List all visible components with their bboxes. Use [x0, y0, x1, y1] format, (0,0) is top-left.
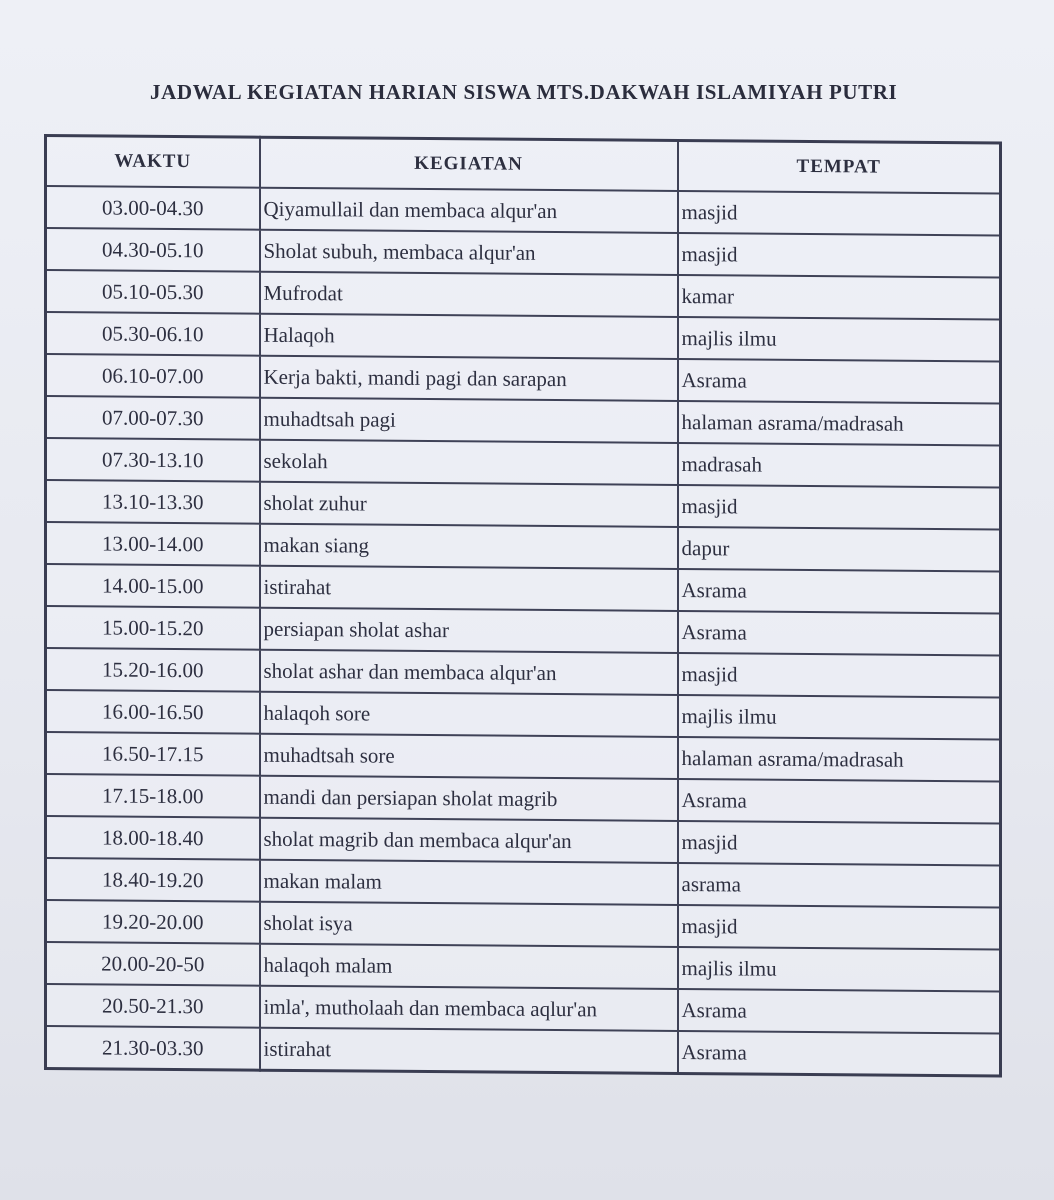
- cell-kegiatan: Kerja bakti, mandi pagi dan sarapan: [260, 356, 678, 401]
- table-row: [46, 858, 1001, 908]
- table-row: [46, 606, 1001, 656]
- table-row: [46, 270, 1001, 320]
- cell-waktu: 20.50-21.30: [46, 984, 260, 1028]
- cell-kegiatan: sholat zuhur: [260, 482, 678, 527]
- cell-tempat: Asrama: [678, 569, 1001, 614]
- cell-kegiatan: persiapan sholat ashar: [260, 608, 678, 653]
- cell-waktu: 16.50-17.15: [46, 732, 260, 776]
- cell-tempat: asrama: [678, 863, 1001, 908]
- cell-waktu: 21.30-03.30: [46, 1026, 260, 1070]
- document-title: JADWAL KEGIATAN HARIAN SISWA MTS.DAKWAH ISLAMIYAH PUTRI: [150, 80, 898, 104]
- cell-kegiatan: istirahat: [260, 566, 678, 611]
- cell-tempat: masjid: [678, 191, 1001, 236]
- table-row: [46, 732, 1001, 782]
- cell-tempat: masjid: [678, 485, 1001, 530]
- schedule-table: [44, 134, 1002, 1078]
- cell-kegiatan: Sholat subuh, membaca alqur'an: [260, 230, 678, 275]
- cell-waktu: 13.10-13.30: [46, 480, 260, 524]
- table-row: [46, 816, 1001, 866]
- cell-tempat: halaman asrama/madrasah: [678, 401, 1001, 446]
- table-row: [46, 774, 1001, 824]
- table-row: [46, 648, 1001, 698]
- cell-tempat: Asrama: [678, 359, 1001, 404]
- cell-waktu: 03.00-04.30: [46, 186, 260, 230]
- cell-tempat: Asrama: [678, 611, 1001, 656]
- cell-waktu: 18.00-18.40: [46, 816, 260, 860]
- cell-waktu: 15.20-16.00: [46, 648, 260, 692]
- cell-tempat: majlis ilmu: [678, 695, 1001, 740]
- cell-waktu: 16.00-16.50: [46, 690, 260, 734]
- cell-waktu: 14.00-15.00: [46, 564, 260, 608]
- cell-kegiatan: Qiyamullail dan membaca alqur'an: [260, 188, 678, 233]
- table-row: [46, 984, 1001, 1034]
- cell-kegiatan: sholat isya: [260, 902, 678, 947]
- cell-waktu: 04.30-05.10: [46, 228, 260, 272]
- header-tempat: TEMPAT: [678, 140, 1001, 193]
- cell-tempat: Asrama: [678, 989, 1001, 1034]
- table-row: [46, 438, 1001, 488]
- cell-tempat: majlis ilmu: [678, 317, 1001, 362]
- cell-waktu: 18.40-19.20: [46, 858, 260, 902]
- table-row: [46, 564, 1001, 614]
- cell-kegiatan: halaqoh sore: [260, 692, 678, 737]
- cell-waktu: 13.00-14.00: [46, 522, 260, 566]
- cell-kegiatan: Halaqoh: [260, 314, 678, 359]
- table-row: [46, 690, 1001, 740]
- cell-waktu: 15.00-15.20: [46, 606, 260, 650]
- cell-waktu: 05.10-05.30: [46, 270, 260, 314]
- cell-kegiatan: sekolah: [260, 440, 678, 485]
- cell-tempat: dapur: [678, 527, 1001, 572]
- cell-kegiatan: makan malam: [260, 860, 678, 905]
- table-row: [46, 228, 1001, 278]
- cell-kegiatan: muhadtsah sore: [260, 734, 678, 779]
- cell-waktu: 17.15-18.00: [46, 774, 260, 818]
- header-waktu: WAKTU: [46, 136, 260, 188]
- table-row: [46, 480, 1001, 530]
- cell-waktu: 07.30-13.10: [46, 438, 260, 482]
- cell-tempat: masjid: [678, 821, 1001, 866]
- table-row: [46, 354, 1001, 404]
- table-row: [46, 522, 1001, 572]
- cell-tempat: madrasah: [678, 443, 1001, 488]
- header-kegiatan: KEGIATAN: [260, 137, 678, 191]
- cell-tempat: majlis ilmu: [678, 947, 1001, 992]
- cell-kegiatan: mandi dan persiapan sholat magrib: [260, 776, 678, 821]
- cell-tempat: Asrama: [678, 1031, 1001, 1076]
- table-header-row: [46, 136, 1001, 194]
- cell-waktu: 20.00-20-50: [46, 942, 260, 986]
- cell-kegiatan: imla', mutholaah dan membaca aqlur'an: [260, 986, 678, 1031]
- table-row: [46, 312, 1001, 362]
- cell-kegiatan: sholat magrib dan membaca alqur'an: [260, 818, 678, 863]
- cell-kegiatan: Mufrodat: [260, 272, 678, 317]
- table-row: [46, 186, 1001, 236]
- cell-waktu: 19.20-20.00: [46, 900, 260, 944]
- cell-kegiatan: muhadtsah pagi: [260, 398, 678, 443]
- cell-kegiatan: sholat ashar dan membaca alqur'an: [260, 650, 678, 695]
- cell-kegiatan: makan siang: [260, 524, 678, 569]
- cell-waktu: 07.00-07.30: [46, 396, 260, 440]
- cell-tempat: masjid: [678, 905, 1001, 950]
- cell-waktu: 06.10-07.00: [46, 354, 260, 398]
- table-row: [46, 942, 1001, 992]
- cell-tempat: masjid: [678, 233, 1001, 278]
- cell-tempat: kamar: [678, 275, 1001, 320]
- cell-tempat: masjid: [678, 653, 1001, 698]
- table-row: [46, 1026, 1001, 1076]
- table-row: [46, 900, 1001, 950]
- cell-kegiatan: halaqoh malam: [260, 944, 678, 989]
- cell-kegiatan: istirahat: [260, 1028, 678, 1074]
- cell-tempat: Asrama: [678, 779, 1001, 824]
- table-row: [46, 396, 1001, 446]
- schedule-table-wrapper: [44, 134, 999, 1078]
- cell-waktu: 05.30-06.10: [46, 312, 260, 356]
- cell-tempat: halaman asrama/madrasah: [678, 737, 1001, 782]
